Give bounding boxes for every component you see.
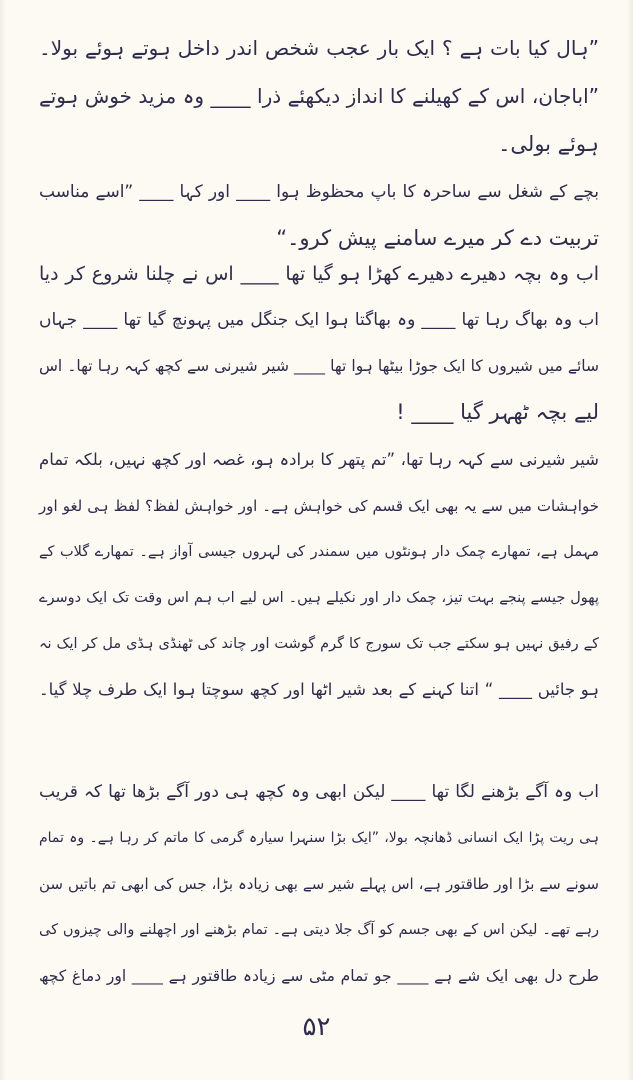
text-line: کے رفیق نہیں ہو سکتے جب تک سورج کا گرم گوشت اور چاند کی ٹھنڈی ہڈی مل کر ایک نہ — [39, 636, 599, 652]
text-line: پھول جیسے پنجے بہت تیز، چمک دار اور نکیلے ہیں۔ اس لیے اب ہم اس وقت تک ایک دوسرے — [39, 590, 599, 606]
text-line: ہوئے بولی۔ — [498, 132, 599, 156]
text-line: ہو جائیں ____ “ اتنا کہنے کے بعد شیر اٹھا اور کچھ سوچتا ہوا ایک طرف چلا گیا۔ — [39, 680, 599, 699]
text-line: طرح دل بھی ایک شے ہے ____ جو تمام مٹی سے زیادہ طاقتور ہے ____ اور دماغ کچھ — [39, 967, 599, 985]
text-line: لیے بچہ ٹھہر گیا ____ ! — [396, 400, 599, 424]
text-line: ”ہال کیا بات ہے ؟ ایک بار عجب شخص اندر داخل ہوتے ہوئے بولا۔ — [39, 36, 599, 60]
text-line: تربیت دے کر میرے سامنے پیش کرو۔“ — [276, 226, 599, 250]
text-line: ”اباجان، اس کے کھیلنے کا انداز دیکھئے ذرا ____ وہ مزید خوش ہوتے — [39, 84, 599, 108]
scan-shadow-right — [627, 0, 633, 1080]
text-line: رہے تھے۔ لیکن اس کے بھی جسم کو آگ جلا دیتی ہے۔ تمام بڑھنے اور اچھلنے والی چیزوں کی — [39, 922, 599, 938]
text-line: سونے سے بڑا اور طاقتور ہے، اس پہلے شیر سے بھی زیادہ بڑا، جس کی ابھی تم باتیں سن — [39, 875, 599, 893]
text-line: خواہشات میں سے یہ بھی ایک قسم کی خواہش ہے۔ اور خواہش لفظ؟ لفظ ہی لغو اور — [39, 497, 599, 515]
text-line: بچے کے شغل سے ساحرہ کا باپ محظوظ ہوا ____ اور کہا ____ ”اسے مناسب — [39, 182, 599, 202]
page-number: ۵۲ — [302, 1012, 331, 1042]
text-line: شیر شیرنی سے کہہ رہا تھا، ”تم پتھر کا برادہ ہو، غصہ اور کچھ نہیں، بلکہ تمام — [39, 450, 599, 469]
text-line: مہمل ہے، تمھارے چمک دار ہونٹوں میں سمندر کی لہروں جیسی آواز ہے۔ تمھارے گلاب کے — [39, 544, 599, 560]
scan-shadow-left — [0, 0, 6, 1080]
text-line: اب وہ بھاگ رہا تھا ____ وہ بھاگتا ہوا ایک جنگل میں پہونچ گیا تھا ____ جہاں — [39, 310, 599, 330]
text-line: اب وہ آگے بڑھنے لگا تھا ____ لیکن ابھی وہ کچھ ہی دور آگے بڑھا تھا کہ قریب — [39, 782, 599, 802]
text-line: ہی ریت پڑا ایک انسانی ڈھانچہ بولا، ”ایک بڑا سنہرا سیارہ گرمی کا ماتم کر رہا ہے۔ وہ تمام — [39, 830, 599, 846]
text-line: اب وہ بچہ دھیرے دھیرے کھڑا ہو گیا تھا ____ اس نے چلنا شروع کر دیا — [39, 263, 599, 285]
text-line: سائے میں شیروں کا ایک جوڑا بیٹھا ہوا تھا ____ شیر شیرنی سے کچھ کہہ رہا تھا۔ اس — [39, 357, 599, 375]
